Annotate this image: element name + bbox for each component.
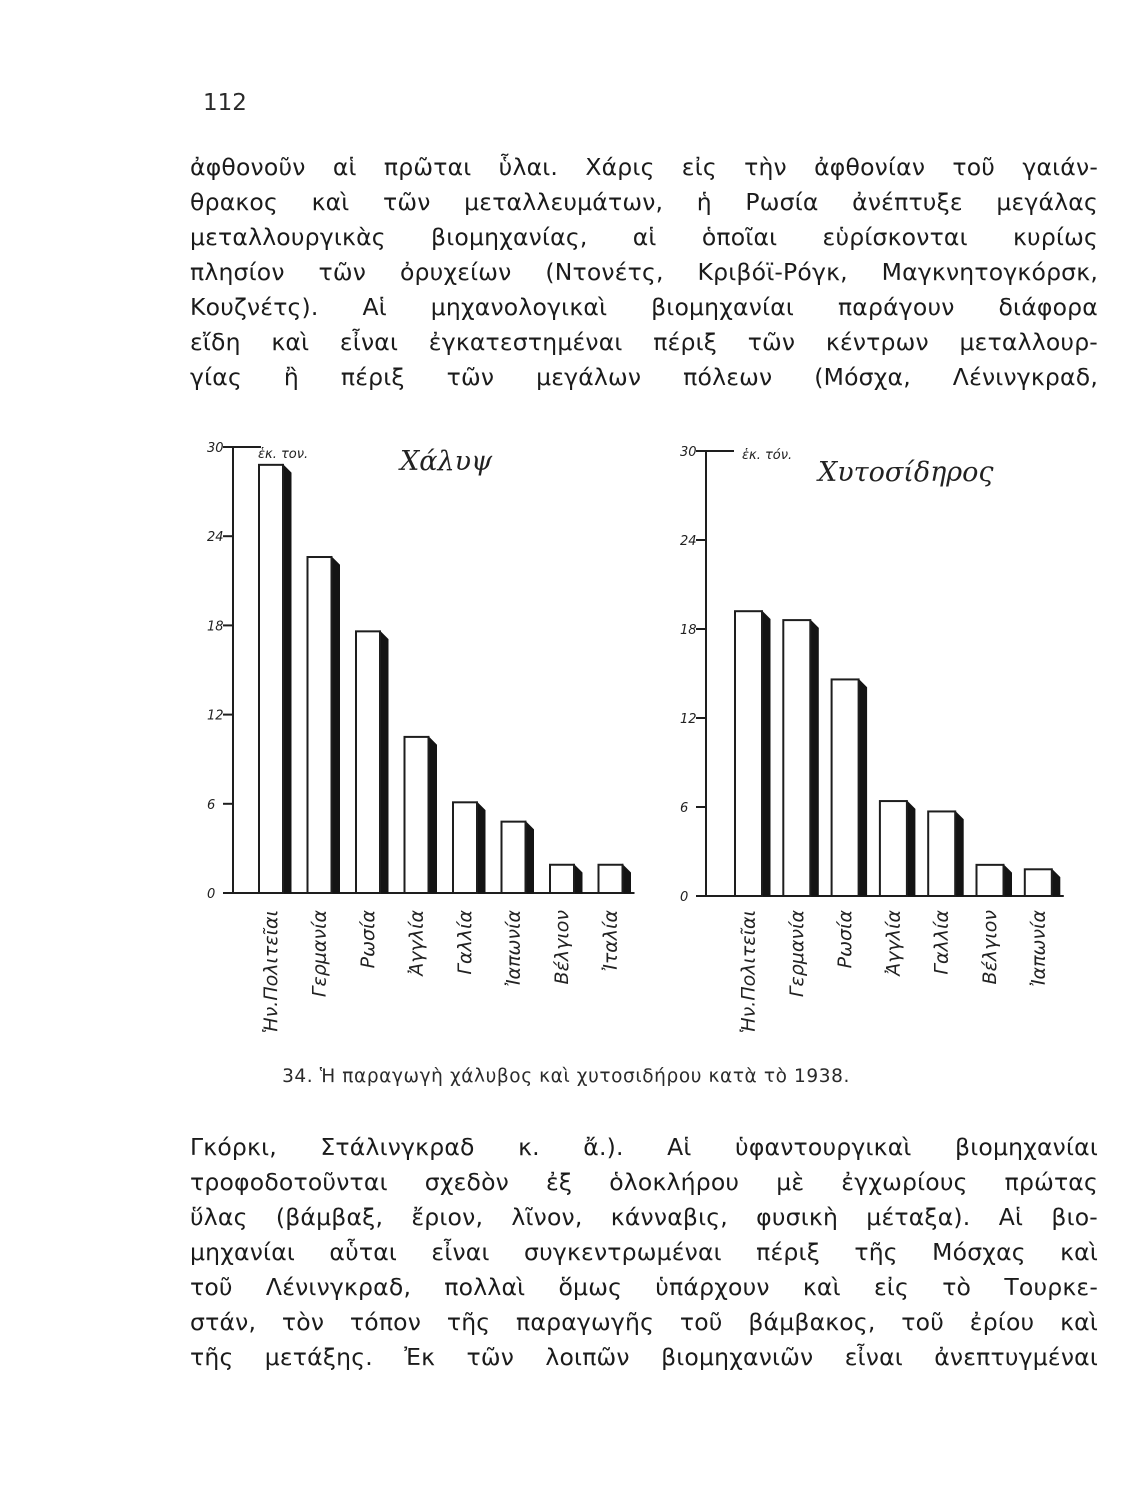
- chart1-tick-label: 6: [207, 797, 216, 813]
- chart1-unit-label: ἑκ. τον.: [258, 447, 309, 462]
- text-line: πλησίον τῶν ὀρυχείων (Ντονέτς, Κριβόϊ-Ρόγκ, Μαγκνητογκόρσκ,: [190, 258, 1098, 286]
- chart1-tick-label: 30: [207, 441, 224, 456]
- paragraph-bottom: [190, 1130, 1098, 1375]
- text-line: Κουζνέτς). Αἱ μηχανολογικαὶ βιομηχανίαι παράγουν διάφορα: [190, 293, 1098, 321]
- text-line: τῆς μετάξης. Ἐκ τῶν λοιπῶν βιομηχανιῶν εἶναι ἀνεπτυγμέναι: [190, 1343, 1098, 1371]
- chart2-category-label: Ἰαπωνία: [1027, 910, 1050, 987]
- chart2-category-label: Ἡν.Πολιτεῖαι: [737, 910, 760, 1034]
- text-line: ὕλας (βάμβαξ, ἔριον, λῖνον, κάνναβις, φυσικὴ μέταξα). Αἱ βιο-: [190, 1203, 1098, 1231]
- chart1-bar-shadow: [477, 802, 485, 893]
- chart2-bar: [977, 865, 1004, 896]
- chart2-category-label: Βέλγιον: [979, 910, 1001, 985]
- chart1-bar-shadow: [574, 865, 582, 893]
- chart1-category-label: Γαλλία: [454, 910, 476, 975]
- text-line: μηχανίαι αὗται εἶναι συγκεντρωμέναι πέριξ τῆς Μόσχας καὶ: [190, 1238, 1098, 1266]
- chart1-tick-label: 24: [207, 530, 224, 546]
- page-number: 112: [203, 90, 247, 116]
- chart2-bar: [1025, 869, 1052, 896]
- text-line: ἀφθονοῦν αἱ πρῶται ὗλαι. Χάρις εἰς τὴν ἀφθονίαν τοῦ γαιάν-: [190, 153, 1098, 181]
- chart2-title: Χυτοσίδηρος: [818, 457, 994, 488]
- chart1-category-label: Ἰταλία: [599, 910, 622, 972]
- chart2-tick-label: 12: [680, 712, 697, 727]
- chart2-bar-shadow: [1052, 869, 1060, 896]
- chart2-bar: [832, 679, 859, 896]
- chart2-category-label: Γερμανία: [785, 910, 808, 998]
- chart2-bar-shadow: [1004, 865, 1012, 896]
- chart2-category-label: Ἀγγλία: [882, 910, 905, 976]
- chart1-bar-shadow: [332, 557, 340, 893]
- chart1-category-label: Βέλγιον: [551, 910, 573, 985]
- chart2-tick-label: 18: [680, 623, 697, 638]
- chart1-title: Χάλυψ: [400, 446, 493, 477]
- chart1-bar-shadow: [380, 631, 388, 893]
- chart2-bar: [880, 801, 907, 896]
- chart1-category-label: Ἀγγλία: [405, 910, 428, 976]
- chart1-category-label: Γερμανία: [308, 910, 331, 998]
- chart2-bar: [928, 811, 955, 896]
- chart2-tick-label: 30: [680, 445, 697, 460]
- chart1-bar: [453, 802, 477, 893]
- chart2-bar-shadow: [859, 679, 867, 896]
- chart1-bar-shadow: [623, 865, 631, 893]
- chart2-tick-label: 0: [680, 890, 689, 905]
- chart1-category-label: Ρωσία: [357, 910, 379, 969]
- chart1-bar: [259, 465, 283, 893]
- chart2-tick-label: 6: [680, 801, 689, 816]
- chart2-bar-shadow: [762, 611, 770, 896]
- chart1-tick-label: 0: [207, 887, 216, 902]
- chart1-bar: [308, 557, 332, 893]
- text-line: θρακος καὶ τῶν μεταλλευμάτων, ἡ Ρωσία ἀνέπτυξε μεγάλας: [190, 188, 1098, 216]
- chart2-bar-shadow: [907, 801, 915, 896]
- text-line: τοῦ Λένινγκραδ, πολλαὶ ὅμως ὑπάρχουν καὶ εἰς τὸ Τουρκε-: [190, 1273, 1098, 1301]
- chart1-bar: [356, 631, 380, 893]
- chart2-bar-shadow: [955, 811, 963, 896]
- chart1-category-label: Ἡν.Πολιτεῖαι: [260, 910, 282, 1034]
- chart2-category-label: Ρωσία: [834, 910, 857, 969]
- chart1-bar: [550, 865, 574, 893]
- text-line: Γκόρκι, Στάλινγκραδ κ. ἄ.). Αἱ ὑφαντουργικαὶ βιομηχανίαι: [190, 1133, 1098, 1161]
- chart1-bar-shadow: [429, 737, 437, 893]
- chart1-bar-shadow: [526, 822, 534, 893]
- chart1-tick-label: 18: [207, 619, 224, 635]
- chart2-bar: [783, 620, 810, 896]
- chart1-bar: [405, 737, 429, 893]
- chart2-bar-shadow: [810, 620, 818, 896]
- chart1-bar-shadow: [283, 465, 291, 893]
- figure-caption: 34. Ἡ παραγωγὴ χάλυβος καὶ χυτοσιδήρου κατὰ τὸ 1938.: [282, 1066, 850, 1087]
- text-line: τροφοδοτοῦνται σχεδὸν ἐξ ὁλοκλήρου μὲ ἐγχωρίους πρώτας: [190, 1168, 1098, 1196]
- chart1-bar: [599, 865, 623, 893]
- chart1-tick-label: 12: [207, 708, 224, 724]
- chart2-bar: [735, 611, 762, 896]
- chart1-category-label: Ἰαπωνία: [502, 910, 525, 987]
- text-line: μεταλλουργικὰς βιομηχανίας, αἱ ὁποῖαι εὑρίσκονται κυρίως: [190, 223, 1098, 251]
- chart2-category-label: Γαλλία: [930, 910, 953, 975]
- chart2-tick-label: 24: [680, 534, 697, 549]
- chart1-bar: [502, 822, 526, 893]
- chart2-unit-label: ἑκ. τόν.: [742, 448, 793, 463]
- text-line: στάν, τὸν τόπον τῆς παραγωγῆς τοῦ βάμβακος, τοῦ ἐρίου καὶ: [190, 1308, 1098, 1336]
- text-line: γίας ἢ πέριξ τῶν μεγάλων πόλεων (Μόσχα, Λένινγκραδ,: [190, 363, 1098, 391]
- text-line: εἴδη καὶ εἶναι ἐγκατεστημέναι πέριξ τῶν κέντρων μεταλλουρ-: [190, 328, 1098, 356]
